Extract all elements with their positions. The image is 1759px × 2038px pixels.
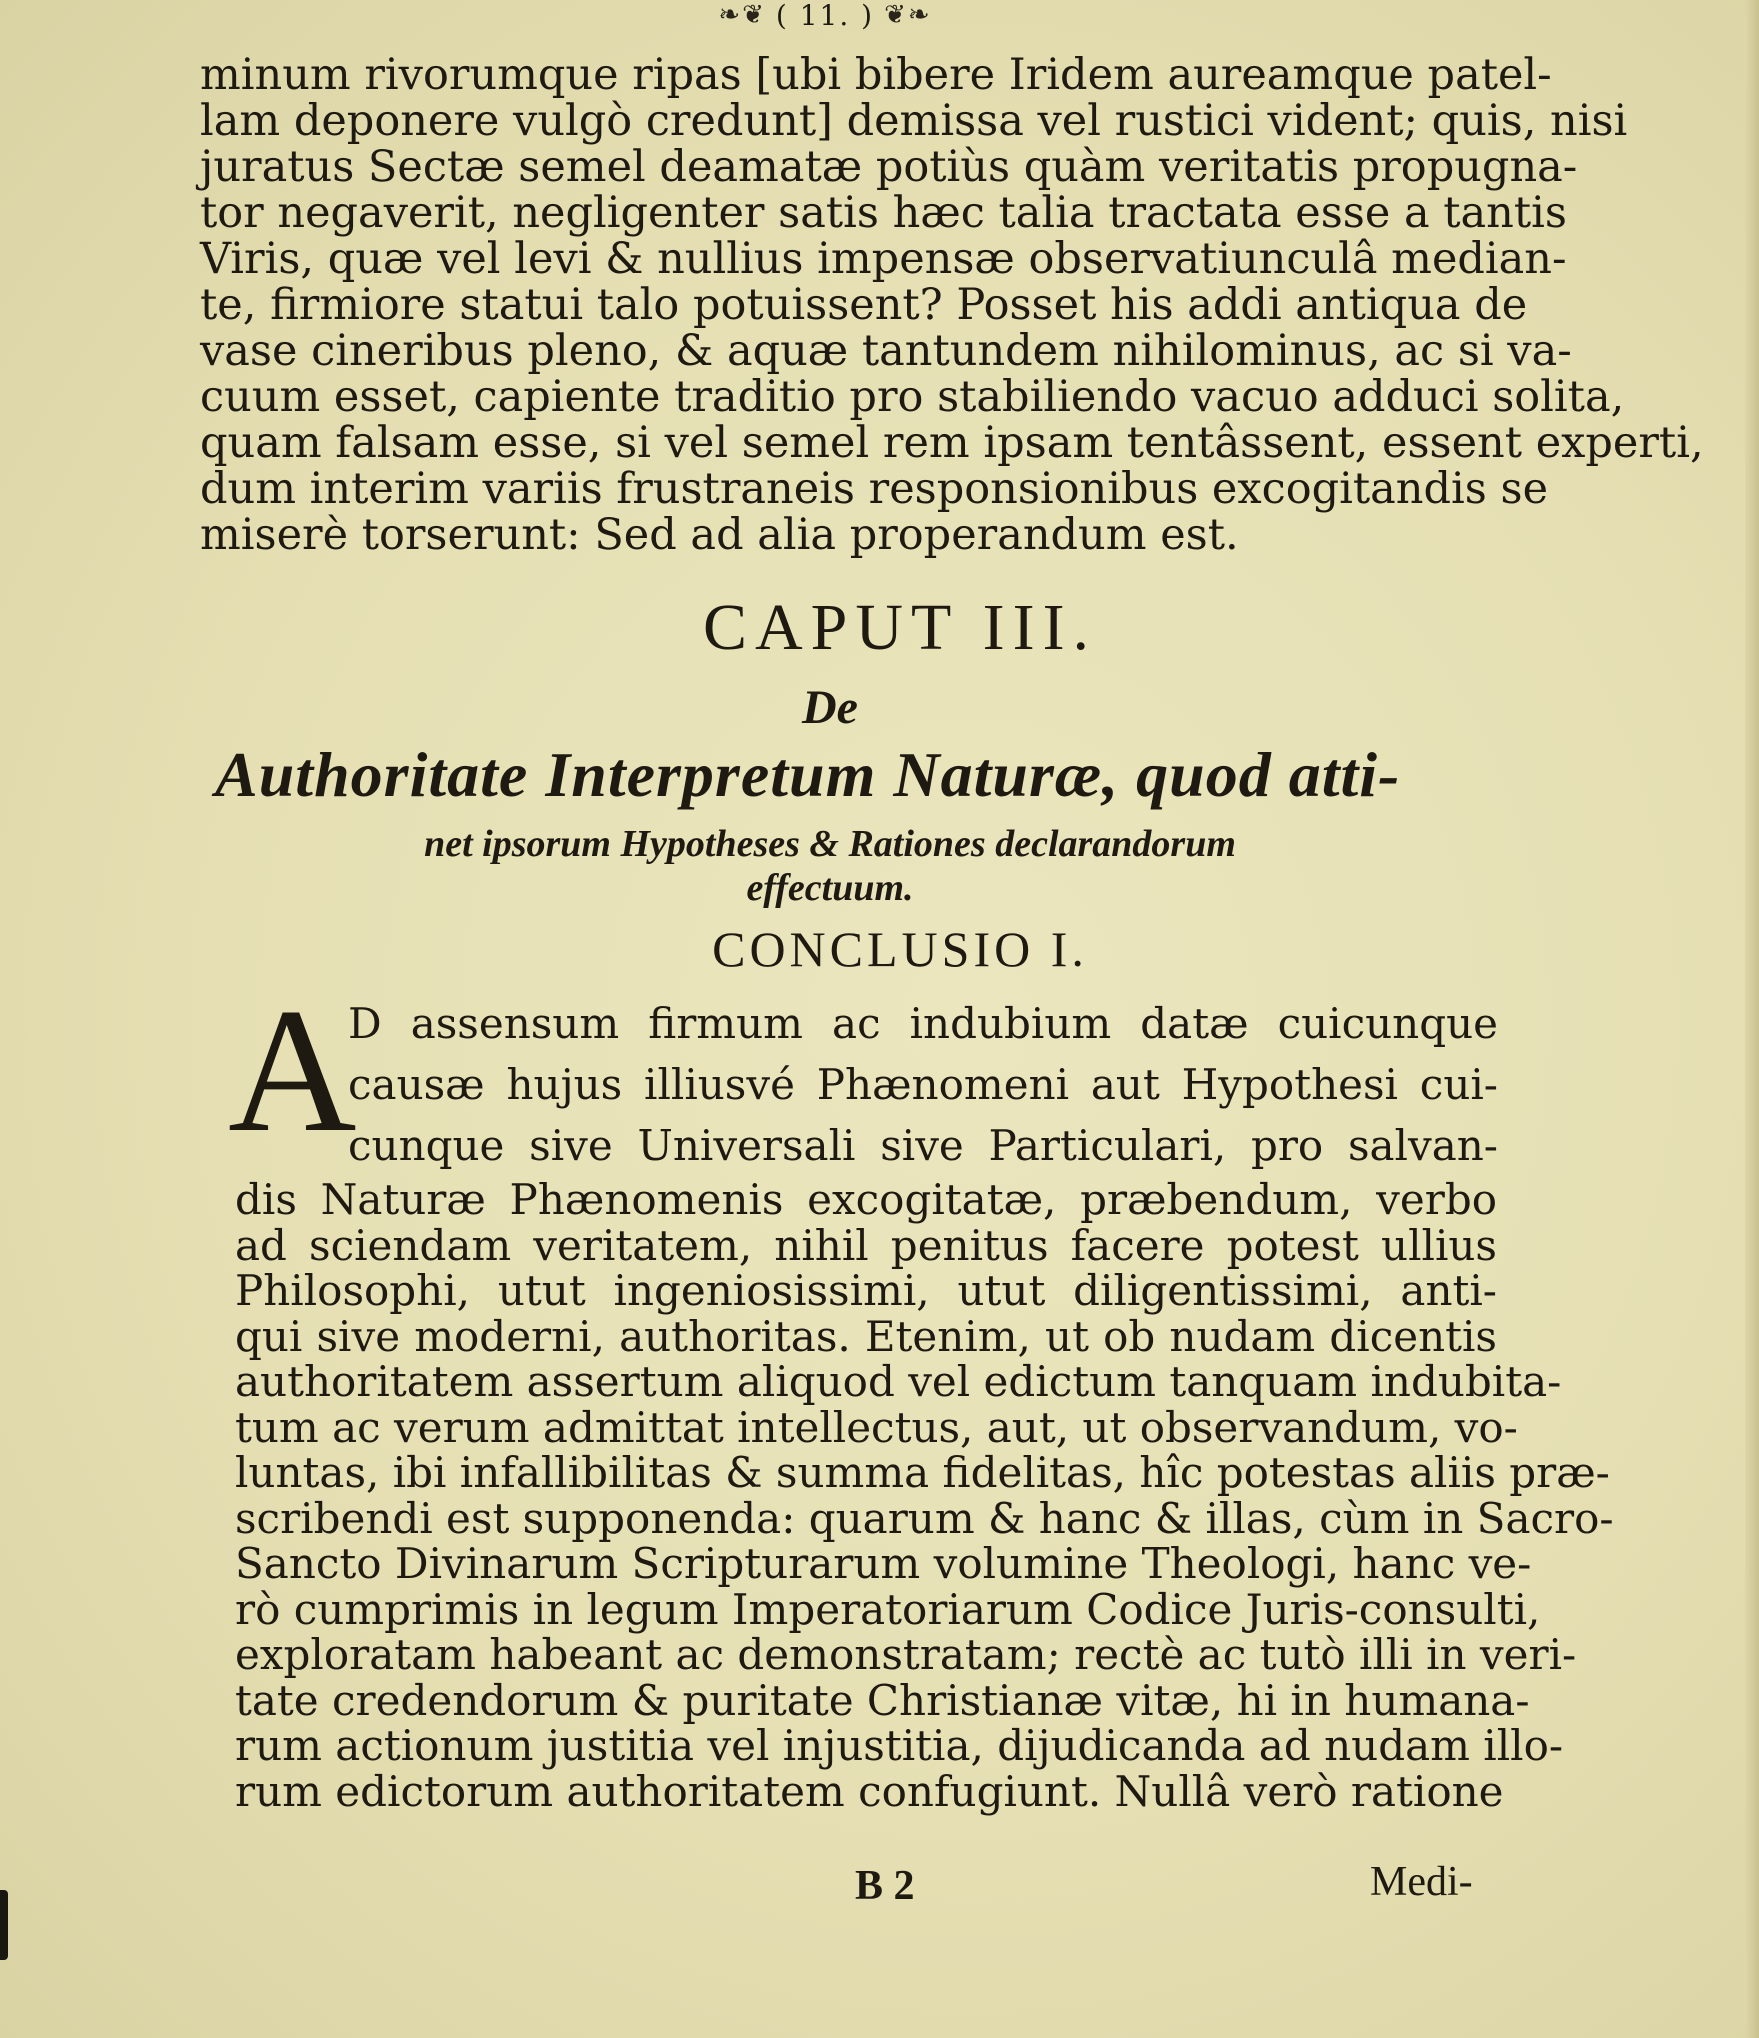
text-line: exploratam habeant ac demonstratam; rectè ac tutò illi in veri- bbox=[235, 1630, 1577, 1679]
text-line: causæ hujus illiusvé Phænomeni aut Hypothesi cui- bbox=[348, 1060, 1498, 1109]
text-line: D assensum firmum ac indubium datæ cuicunque bbox=[348, 999, 1498, 1048]
text-line: tum ac verum admittat intellectus, aut, ut observandum, vo- bbox=[235, 1402, 1518, 1452]
page-number: ( 11. ) bbox=[775, 0, 875, 32]
text-line: ad sciendam veritatem, nihil penitus facere potest ullius bbox=[235, 1220, 1497, 1270]
text-line: quam falsam esse, si vel semel rem ipsam tentâssent, essent experti, bbox=[200, 418, 1704, 468]
text-line: dis Naturæ Phænomenis excogitatæ, præbendum, verbo bbox=[235, 1175, 1497, 1224]
top-paragraph bbox=[200, 50, 1704, 560]
text-line: te, firmiore statui talo potuissent? Posset his addi antiqua de bbox=[200, 280, 1528, 330]
chapter-subtitle-line-2: net ipsorum Hypotheses & Rationes declarandorum bbox=[424, 823, 1236, 865]
text-line: authoritatem assertum aliquod vel edictum tanquam indubita- bbox=[235, 1357, 1562, 1406]
text-line: lam deponere vulgò credunt] demissa vel rustici vident; quis, nisi bbox=[200, 96, 1628, 146]
text-line: miserè torserunt: Sed ad alia properandum est. bbox=[200, 510, 1239, 560]
chapter-de: De bbox=[802, 681, 858, 734]
text-line: cunque sive Universali sive Particulari, pro salvan- bbox=[348, 1121, 1498, 1170]
text-line: juratus Sectæ semel deamatæ potiùs quàm veritatis propugna- bbox=[200, 142, 1578, 192]
text-line: Philosophi, utut ingeniosissimi, utut diligentissimi, anti- bbox=[235, 1266, 1497, 1315]
right-ornament: ❦❧ bbox=[884, 0, 932, 30]
drop-cap: A bbox=[228, 971, 357, 1169]
left-ornament: ❧❦ bbox=[718, 0, 766, 30]
text-line: Viris, quæ vel levi & nullius impensæ observatiunculâ median- bbox=[200, 234, 1567, 284]
text-line: minum rivorumque ripas [ubi bibere Iridem aureamque patel- bbox=[200, 50, 1552, 100]
signature-mark: B 2 bbox=[855, 1863, 915, 1909]
text-line: vase cineribus pleno, & aquæ tantundem nihilominus, ac si va- bbox=[200, 326, 1572, 376]
text-line: tor negaverit, negligenter satis hæc talia tractata esse a tantis bbox=[200, 188, 1567, 238]
text-line: tate credendorum & puritate Christianæ vitæ, hi in humana- bbox=[235, 1675, 1530, 1725]
text-line: rum actionum justitia vel injustitia, dijudicanda ad nudam illo- bbox=[235, 1721, 1564, 1770]
text-line: luntas, ibi infallibilitas & summa fidelitas, hîc potestas aliis præ- bbox=[235, 1448, 1610, 1497]
chapter-subtitle-line-1: Authoritate Interpretum Naturæ, quod atti- bbox=[215, 739, 1401, 810]
text-line: cuum esset, capiente traditio pro stabiliendo vacuo adduci solita, bbox=[200, 372, 1625, 422]
catchword: Medi- bbox=[1370, 1859, 1473, 1905]
page-edge-shadow bbox=[1745, 0, 1759, 2038]
chapter-heading: CAPUT III. bbox=[702, 591, 1098, 664]
text-line: dum interim variis frustraneis responsionibus excogitandis se bbox=[200, 464, 1549, 514]
conclusio-body bbox=[235, 1175, 1614, 1816]
text-line: Sancto Divinarum Scripturarum volumine Theologi, hanc ve- bbox=[235, 1539, 1532, 1588]
text-line: qui sive moderni, authoritas. Etenim, ut ob nudam dicentis bbox=[235, 1311, 1497, 1361]
conclusio-first-lines bbox=[348, 993, 1498, 1176]
text-line: rò cumprimis in legum Imperatoriarum Codice Juris-consulti, bbox=[235, 1584, 1541, 1634]
conclusio-heading: CONCLUSIO I. bbox=[712, 921, 1088, 977]
page-margin-blot bbox=[0, 1890, 8, 1960]
text-line: rum edictorum authoritatem confugiunt. Nullâ verò ratione bbox=[235, 1766, 1504, 1816]
text-line: scribendi est supponenda: quarum & hanc & illas, cùm in Sacro- bbox=[235, 1493, 1614, 1543]
chapter-subtitle-line-3: effectuum. bbox=[746, 867, 914, 909]
page-header bbox=[660, 0, 990, 30]
